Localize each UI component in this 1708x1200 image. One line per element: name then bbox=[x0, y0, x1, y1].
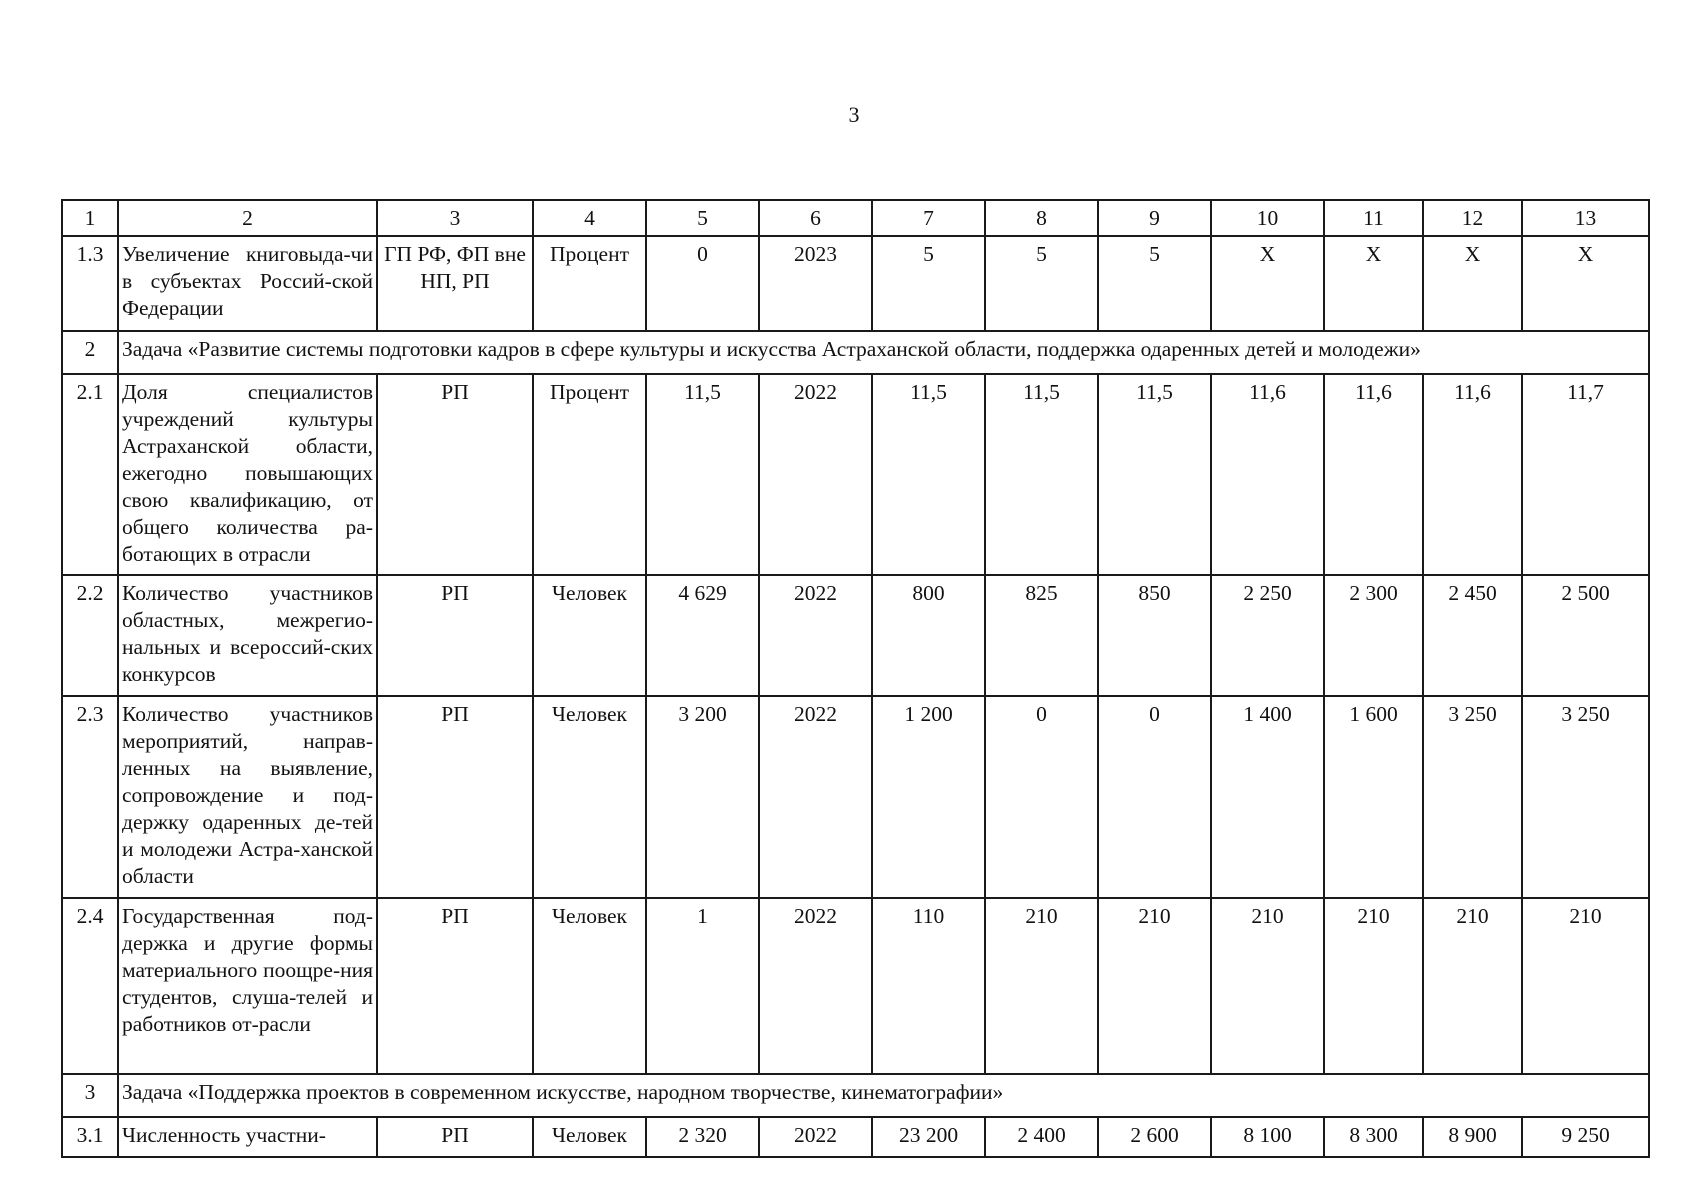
financing-source: РП bbox=[377, 898, 533, 1074]
value-cell: 11,6 bbox=[1423, 374, 1522, 575]
value-cell: 0 bbox=[646, 236, 759, 331]
header-row bbox=[62, 200, 1649, 236]
header-cell: 10 bbox=[1211, 200, 1324, 236]
value-cell: 3 250 bbox=[1522, 696, 1649, 898]
header-cell: 9 bbox=[1098, 200, 1211, 236]
indicator-name: Численность участни- bbox=[118, 1117, 377, 1157]
task-title: Задача «Поддержка проектов в современном искусстве, народном творчестве, кинематографии» bbox=[118, 1074, 1649, 1117]
value-cell: 3 200 bbox=[646, 696, 759, 898]
value-cell: 5 bbox=[985, 236, 1098, 331]
value-cell: 11,6 bbox=[1211, 374, 1324, 575]
value-cell: 11,7 bbox=[1522, 374, 1649, 575]
value-cell: 210 bbox=[1423, 898, 1522, 1074]
value-cell: X bbox=[1211, 236, 1324, 331]
value-cell: 825 bbox=[985, 575, 1098, 696]
row-number: 2 bbox=[62, 331, 118, 374]
unit-cell: Человек bbox=[533, 1117, 646, 1157]
header-cell: 7 bbox=[872, 200, 985, 236]
value-cell: 1 bbox=[646, 898, 759, 1074]
header-cell: 5 bbox=[646, 200, 759, 236]
header-cell: 13 bbox=[1522, 200, 1649, 236]
value-cell: 1 400 bbox=[1211, 696, 1324, 898]
value-cell: 1 200 bbox=[872, 696, 985, 898]
value-cell: 2 300 bbox=[1324, 575, 1423, 696]
value-cell: 210 bbox=[1211, 898, 1324, 1074]
value-cell: 2 500 bbox=[1522, 575, 1649, 696]
table-row bbox=[62, 1117, 1649, 1157]
header-cell: 2 bbox=[118, 200, 377, 236]
value-cell: 2022 bbox=[759, 1117, 872, 1157]
value-cell: 23 200 bbox=[872, 1117, 985, 1157]
value-cell: 210 bbox=[1324, 898, 1423, 1074]
table-row bbox=[62, 236, 1649, 331]
value-cell: 11,5 bbox=[872, 374, 985, 575]
value-cell: 0 bbox=[1098, 696, 1211, 898]
value-cell: 2022 bbox=[759, 898, 872, 1074]
value-cell: X bbox=[1423, 236, 1522, 331]
task-row bbox=[62, 331, 1649, 374]
value-cell: 2 250 bbox=[1211, 575, 1324, 696]
header-cell: 6 bbox=[759, 200, 872, 236]
indicator-name: Доля специалистов учреждений культуры Астраханской области, ежегодно повышающих свою квалификацию, от общего количества ра-ботающих в отрасли bbox=[118, 374, 377, 575]
table-row bbox=[62, 374, 1649, 575]
value-cell: 210 bbox=[985, 898, 1098, 1074]
value-cell: 2 600 bbox=[1098, 1117, 1211, 1157]
header-cell: 8 bbox=[985, 200, 1098, 236]
value-cell: 2022 bbox=[759, 374, 872, 575]
value-cell: 11,5 bbox=[985, 374, 1098, 575]
value-cell: 210 bbox=[1522, 898, 1649, 1074]
table-row bbox=[62, 696, 1649, 898]
unit-cell: Человек bbox=[533, 898, 646, 1074]
value-cell: 2 450 bbox=[1423, 575, 1522, 696]
header-cell: 12 bbox=[1423, 200, 1522, 236]
row-number: 2.4 bbox=[62, 898, 118, 1074]
row-number: 2.3 bbox=[62, 696, 118, 898]
task-row bbox=[62, 1074, 1649, 1117]
financing-source: ГП РФ, ФП вне НП, РП bbox=[377, 236, 533, 331]
financing-source: РП bbox=[377, 1117, 533, 1157]
header-cell: 3 bbox=[377, 200, 533, 236]
task-title: Задача «Развитие системы подготовки кадров в сфере культуры и искусства Астраханской области, поддержка одаренных детей и молодежи» bbox=[118, 331, 1649, 374]
value-cell: 0 bbox=[985, 696, 1098, 898]
value-cell: 2023 bbox=[759, 236, 872, 331]
value-cell: 5 bbox=[1098, 236, 1211, 331]
value-cell: 8 300 bbox=[1324, 1117, 1423, 1157]
header-cell: 4 bbox=[533, 200, 646, 236]
value-cell: 2022 bbox=[759, 575, 872, 696]
value-cell: 5 bbox=[872, 236, 985, 331]
row-number: 1.3 bbox=[62, 236, 118, 331]
value-cell: 11,5 bbox=[646, 374, 759, 575]
header-cell: 1 bbox=[62, 200, 118, 236]
value-cell: X bbox=[1324, 236, 1423, 331]
financing-source: РП bbox=[377, 696, 533, 898]
value-cell: 2022 bbox=[759, 696, 872, 898]
value-cell: 110 bbox=[872, 898, 985, 1074]
value-cell: 2 320 bbox=[646, 1117, 759, 1157]
indicator-name: Количество участников областных, межрегио-нальных и всероссий-ских конкурсов bbox=[118, 575, 377, 696]
value-cell: 9 250 bbox=[1522, 1117, 1649, 1157]
table-row bbox=[62, 575, 1649, 696]
value-cell: 800 bbox=[872, 575, 985, 696]
unit-cell: Человек bbox=[533, 696, 646, 898]
unit-cell: Человек bbox=[533, 575, 646, 696]
financing-source: РП bbox=[377, 374, 533, 575]
row-number: 3 bbox=[62, 1074, 118, 1117]
unit-cell: Процент bbox=[533, 236, 646, 331]
indicators-table bbox=[61, 199, 1650, 1158]
value-cell: 1 600 bbox=[1324, 696, 1423, 898]
value-cell: 4 629 bbox=[646, 575, 759, 696]
indicator-name: Количество участников мероприятий, направ-ленных на выявление, сопровождение и под-держку одаренных де-тей и молодежи Астра-ханской области bbox=[118, 696, 377, 898]
value-cell: 8 900 bbox=[1423, 1117, 1522, 1157]
value-cell: 3 250 bbox=[1423, 696, 1522, 898]
indicator-name: Увеличение книговыда-чи в субъектах Россий-ской Федерации bbox=[118, 236, 377, 331]
unit-cell: Процент bbox=[533, 374, 646, 575]
table-row bbox=[62, 898, 1649, 1074]
row-number: 2.2 bbox=[62, 575, 118, 696]
financing-source: РП bbox=[377, 575, 533, 696]
row-number: 2.1 bbox=[62, 374, 118, 575]
table-body bbox=[62, 200, 1649, 1157]
value-cell: 2 400 bbox=[985, 1117, 1098, 1157]
value-cell: 11,6 bbox=[1324, 374, 1423, 575]
page-number: 3 bbox=[848, 102, 860, 127]
row-number: 3.1 bbox=[62, 1117, 118, 1157]
value-cell: 8 100 bbox=[1211, 1117, 1324, 1157]
value-cell: 11,5 bbox=[1098, 374, 1211, 575]
header-cell: 11 bbox=[1324, 200, 1423, 236]
value-cell: X bbox=[1522, 236, 1649, 331]
value-cell: 210 bbox=[1098, 898, 1211, 1074]
indicator-name: Государственная под-держка и другие формы материального поощре-ния студентов, слуша-телей и работников от-расли bbox=[118, 898, 377, 1074]
value-cell: 850 bbox=[1098, 575, 1211, 696]
